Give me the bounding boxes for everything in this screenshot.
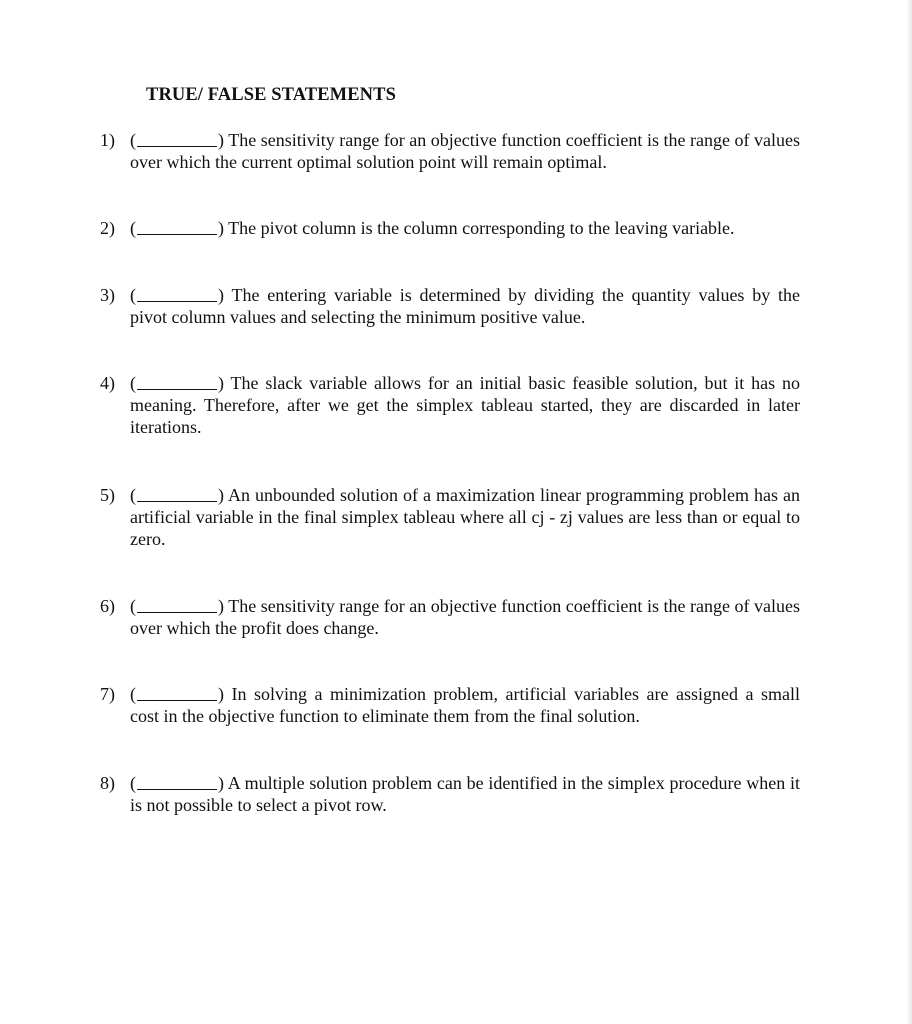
statement-number: 4) [100,373,115,393]
statement-item [100,772,800,816]
statement-body: ( ) The pivot column is the column corresponding to the leaving variable. [130,218,735,238]
statement-body: ( ) The sensitivity range for an objective function coefficient is the range of values over which the profit does change. [130,596,800,638]
statement-body: ( ) The sensitivity range for an objective function coefficient is the range of values over which the current optimal solution point will remain optimal. [130,130,800,172]
statement-text: In solving a minimization problem, artificial variables are assigned a small cost in the objective function to eliminate them from the final solution. [130,684,800,726]
statement-body: ( ) The entering variable is determined by dividing the quantity values by the pivot column values and selecting the minimum positive value. [130,285,801,327]
answer-blank[interactable] [137,130,217,147]
statement-body: ( ) An unbounded solution of a maximization linear programming problem has an artificial variable in the final simplex tableau where all cj - zj values are less than or equal to zero. [130,485,800,549]
answer-blank[interactable] [137,218,217,235]
statement-number: 1) [100,130,115,150]
statement-item [100,683,800,727]
statement-item [100,129,800,173]
statement-number: 7) [100,684,115,704]
statement-number: 8) [100,773,115,793]
statement-text: The slack variable allows for an initial basic feasible solution, but it has no meaning. Therefore, after we get the simplex tableau started, they are discarded in later iterations. [130,373,801,437]
answer-blank[interactable] [137,485,217,502]
statement-text: The sensitivity range for an objective function coefficient is the range of values over which the profit does change. [130,596,800,638]
page-edge-shadow [906,0,912,1024]
statement-item [100,595,800,639]
answer-blank[interactable] [137,684,217,701]
statement-item [100,284,800,328]
statement-number: 3) [100,285,115,305]
answer-blank[interactable] [137,373,217,390]
statement-body: ( ) A multiple solution problem can be identified in the simplex procedure when it is not possible to select a pivot row. [130,773,800,815]
statement-item [100,217,800,239]
statement-number: 2) [100,218,115,238]
statement-body: ( ) The slack variable allows for an initial basic feasible solution, but it has no meaning. Therefore, after we get the simplex tableau started, they are discarded in later iterations. [130,373,801,437]
statement-text: The sensitivity range for an objective function coefficient is the range of values over which the current optimal solution point will remain optimal. [130,130,800,172]
statement-text: A multiple solution problem can be identified in the simplex procedure when it is not possible to select a pivot row. [130,773,800,815]
statement-text: The pivot column is the column corresponding to the leaving variable. [228,218,735,238]
statement-text: An unbounded solution of a maximization linear programming problem has an artificial variable in the final simplex tableau where all cj - zj values are less than or equal to zero. [130,485,800,549]
section-heading: TRUE/ FALSE STATEMENTS [146,85,396,105]
statement-body: ( ) In solving a minimization problem, artificial variables are assigned a small cost in the objective function to eliminate them from the final solution. [130,684,800,726]
statement-item [100,372,800,438]
answer-blank[interactable] [137,596,217,613]
statement-text: The entering variable is determined by dividing the quantity values by the pivot column values and selecting the minimum positive value. [130,285,801,327]
statement-item [100,484,800,550]
statement-number: 6) [100,596,115,616]
statement-number: 5) [100,485,115,505]
answer-blank[interactable] [137,285,217,302]
answer-blank[interactable] [137,773,217,790]
